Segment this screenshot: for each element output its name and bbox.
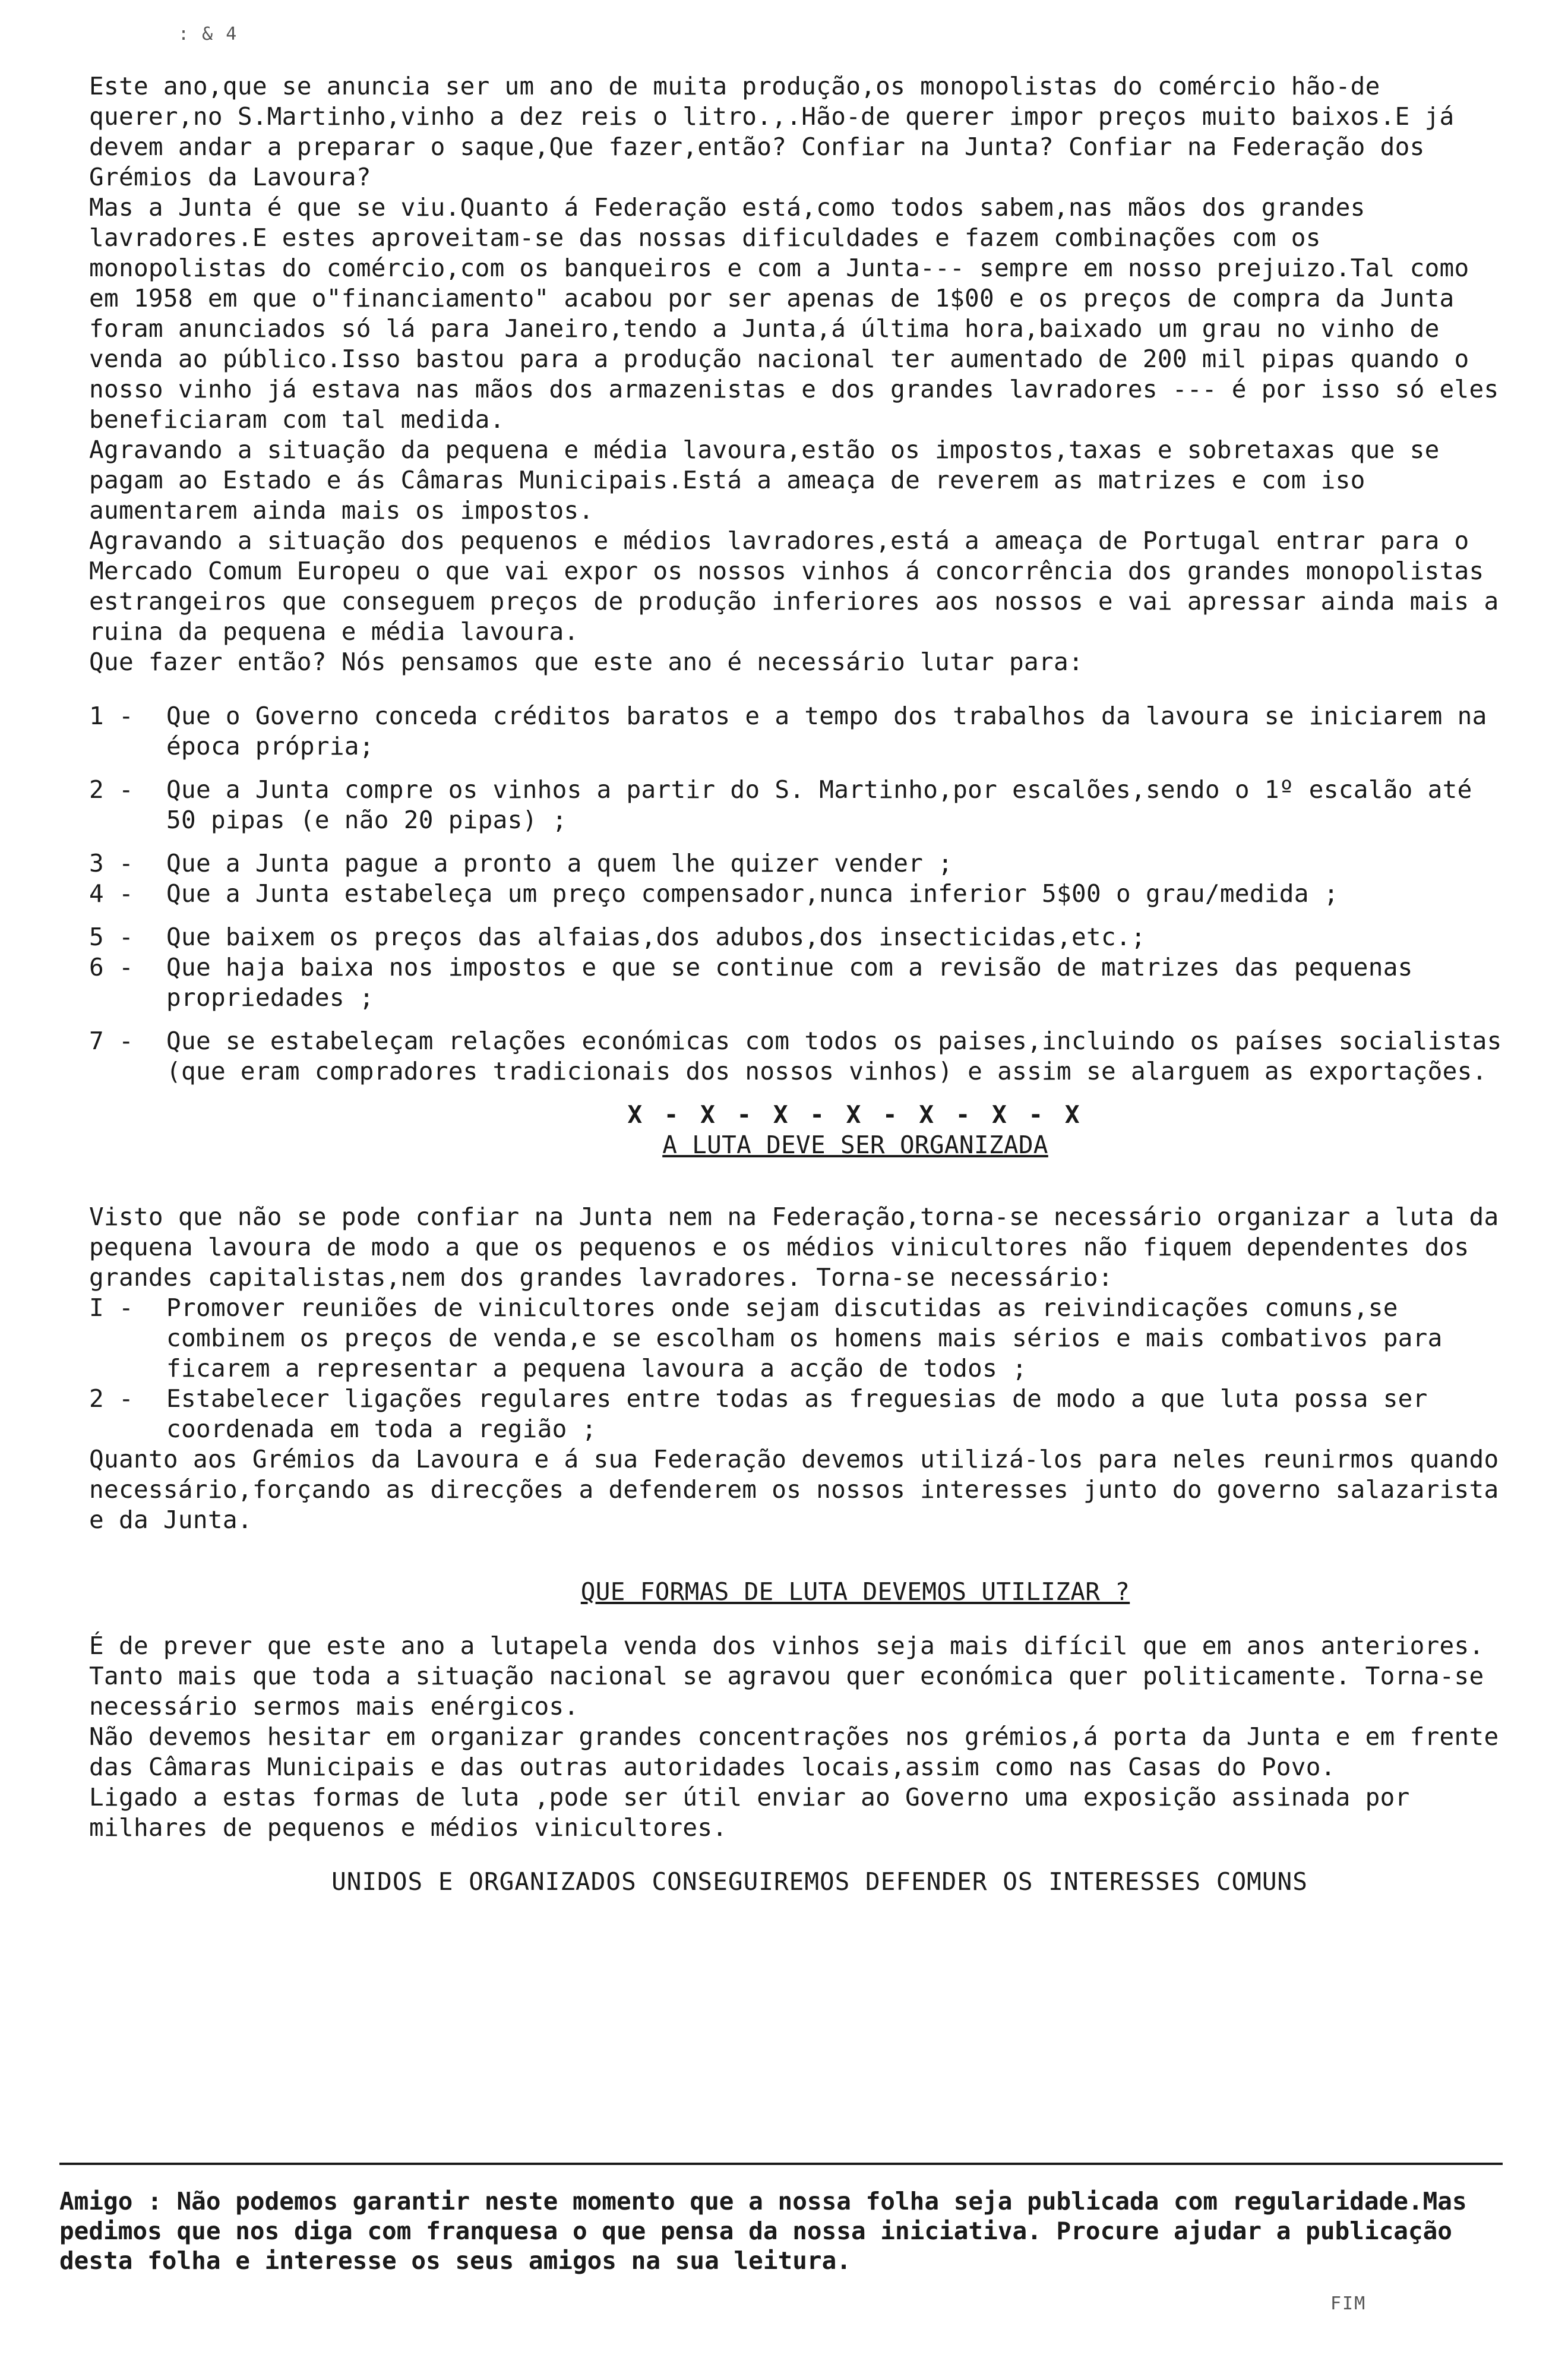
list-number: 1 - bbox=[89, 702, 134, 730]
list-item bbox=[89, 1026, 1503, 1087]
list-number: I - bbox=[89, 1293, 134, 1322]
top-mark: : & 4 bbox=[178, 24, 238, 45]
forms-paragraph-2: Não devemos hesitar em organizar grandes concentrações nos grémios,á porta da Junta e em frente das Câmaras Municipais e das outras autoridades locais,assim como nas Casas do Povo. bbox=[89, 1722, 1499, 1781]
list-item bbox=[89, 775, 1503, 835]
list-text: Que haja baixa nos impostos e que se continue com a revisão de matrizes das pequenas propriedades ; bbox=[166, 953, 1413, 1012]
list-item bbox=[89, 848, 1503, 879]
list-number: 2 - bbox=[89, 775, 134, 804]
list-text: Que a Junta estabeleça um preço compensador,nunca inferior 5$00 o grau/medida ; bbox=[166, 879, 1339, 908]
list-item bbox=[89, 1384, 1503, 1444]
list-number: 6 - bbox=[89, 953, 134, 981]
actions-list bbox=[89, 1293, 1503, 1444]
list-number: 5 - bbox=[89, 923, 134, 951]
list-number: 3 - bbox=[89, 849, 134, 878]
document-body bbox=[89, 71, 1503, 1897]
list-number: 4 - bbox=[89, 879, 134, 908]
list-item bbox=[89, 701, 1503, 762]
gremios-paragraph: Quanto aos Grémios da Lavoura e á sua Federação devemos utilizá-los para neles reunirmos quando necessário,forçando as direcções a defenderem os nossos interesses junto do governo salazarista e da Junta. bbox=[89, 1445, 1499, 1534]
section-separator: X - X - X - X - X - X - X bbox=[627, 1100, 1083, 1129]
end-mark: FIM bbox=[1330, 2293, 1367, 2314]
organize-paragraph: Visto que não se pode confiar na Junta nem na Federação,torna-se necessário organizar a luta da pequena lavoura de modo a que os pequenos e os médios vinicultores não fiquem dependentes dos grandes capitalistas,nem dos grandes lavradores. Torna-se necessário: bbox=[89, 1203, 1499, 1292]
section-heading-forms: QUE FORMAS DE LUTA DEVEMOS UTILIZAR ? bbox=[580, 1577, 1130, 1606]
list-number: 2 - bbox=[89, 1384, 134, 1413]
list-item bbox=[89, 1293, 1503, 1384]
closing-slogan: UNIDOS E ORGANIZADOS CONSEGUIREMOS DEFENDER OS INTERESSES COMUNS bbox=[331, 1867, 1308, 1896]
intro-paragraph-4: Agravando a situação dos pequenos e médios lavradores,está a ameaça de Portugal entrar para o Mercado Comum Europeu o que vai expor os nossos vinhos á concorrência dos grandes monopolistas estrangeiros que conseguem preços de produção inferiores aos nossos e vai apressar ainda mais a ruina da pequena e média lavoura. bbox=[89, 526, 1499, 646]
list-item bbox=[89, 952, 1503, 1013]
footer-note: Amigo : Não podemos garantir neste momento que a nossa folha seja publicada com regularidade.Mas pedimos que nos diga com franquesa o que pensa da nossa iniciativa. Procure ajudar a publicação desta folha e interesse os seus amigos na sua leitura. bbox=[59, 2187, 1467, 2275]
list-text: Estabelecer ligações regulares entre todas as freguesias de modo a que luta possa ser coordenada em toda a região ; bbox=[166, 1384, 1428, 1443]
list-text: Que a Junta compre os vinhos a partir do S. Martinho,por escalões,sendo o 1º escalão até 50 pipas (e não 20 pipas) ; bbox=[166, 775, 1472, 834]
list-item bbox=[89, 922, 1503, 952]
intro-paragraph-5: Que fazer então? Nós pensamos que este ano é necessário lutar para: bbox=[89, 648, 1083, 676]
forms-paragraph-1: É de prever que este ano a lutapela venda dos vinhos seja mais difícil que em anos anteriores. Tanto mais que toda a situação nacional se agravou quer económica quer politicamente. Torna-se necessário sermos mais enérgicos. bbox=[89, 1631, 1484, 1721]
list-text: Que se estabeleçam relações económicas com todos os paises,incluindo os países socialistas (que eram compradores tradicionais dos nossos vinhos) e assim se alarguem as exportações. bbox=[166, 1027, 1502, 1085]
forms-paragraph-3: Ligado a estas formas de luta ,pode ser útil enviar ao Governo uma exposição assinada por milhares de pequenos e médios vinicultores. bbox=[89, 1783, 1410, 1842]
list-text: Que baixem os preços das alfaias,dos adubos,dos insecticidas,etc.; bbox=[166, 923, 1146, 951]
list-item bbox=[89, 879, 1503, 909]
demands-list bbox=[89, 701, 1503, 1087]
list-text: Que o Governo conceda créditos baratos e a tempo dos trabalhos da lavoura se iniciarem na época própria; bbox=[166, 702, 1487, 760]
intro-paragraph-2: Mas a Junta é que se viu.Quanto á Federação está,como todos sabem,nas mãos dos grandes lavradores.E estes aproveitam-se das nossas dificuldades e fazem combinações com os monopolistas do comércio,com os banqueiros e com a Junta--- sempre em nosso prejuizo.Tal como em 1958 em que o"financiamento" acabou por ser apenas de 1$00 e os preços de compra da Junta foram anunciados só lá para Janeiro,tendo a Junta,á última hora,baixado um grau no vinho de venda ao público.Isso bastou para a produção nacional ter aumentado de 200 mil pipas quando o nosso vinho já estava nas mãos dos armazenistas e dos grandes lavradores --- é por isso só eles beneficiaram com tal medida. bbox=[89, 193, 1499, 434]
footer-divider bbox=[59, 2163, 1503, 2165]
list-text: Que a Junta pague a pronto a quem lhe quizer vender ; bbox=[166, 849, 953, 878]
list-text: Promover reuniões de vinicultores onde sejam discutidas as reivindicações comuns,se combinem os preços de venda,e se escolham os homens mais sérios e mais combativos para ficarem a representar a pequena lavoura a acção de todos ; bbox=[166, 1293, 1443, 1383]
intro-paragraph-1: Este ano,que se anuncia ser um ano de muita produção,os monopolistas do comércio hão-de querer,no S.Martinho,vinho a dez reis o litro.,.Hão-de querer impor preços muito baixos.E já devem andar a preparar o saque,Que fazer,então? Confiar na Junta? Confiar na Federação dos Grémios da Lavoura? bbox=[89, 72, 1455, 191]
section-heading-organize: A LUTA DEVE SER ORGANIZADA bbox=[662, 1131, 1048, 1159]
list-number: 7 - bbox=[89, 1027, 134, 1055]
intro-paragraph-3: Agravando a situação da pequena e média lavoura,estão os impostos,taxas e sobretaxas que se pagam ao Estado e ás Câmaras Municipais.Está a ameaça de reverem as matrizes e com iso aumentarem ainda mais os impostos. bbox=[89, 435, 1440, 525]
